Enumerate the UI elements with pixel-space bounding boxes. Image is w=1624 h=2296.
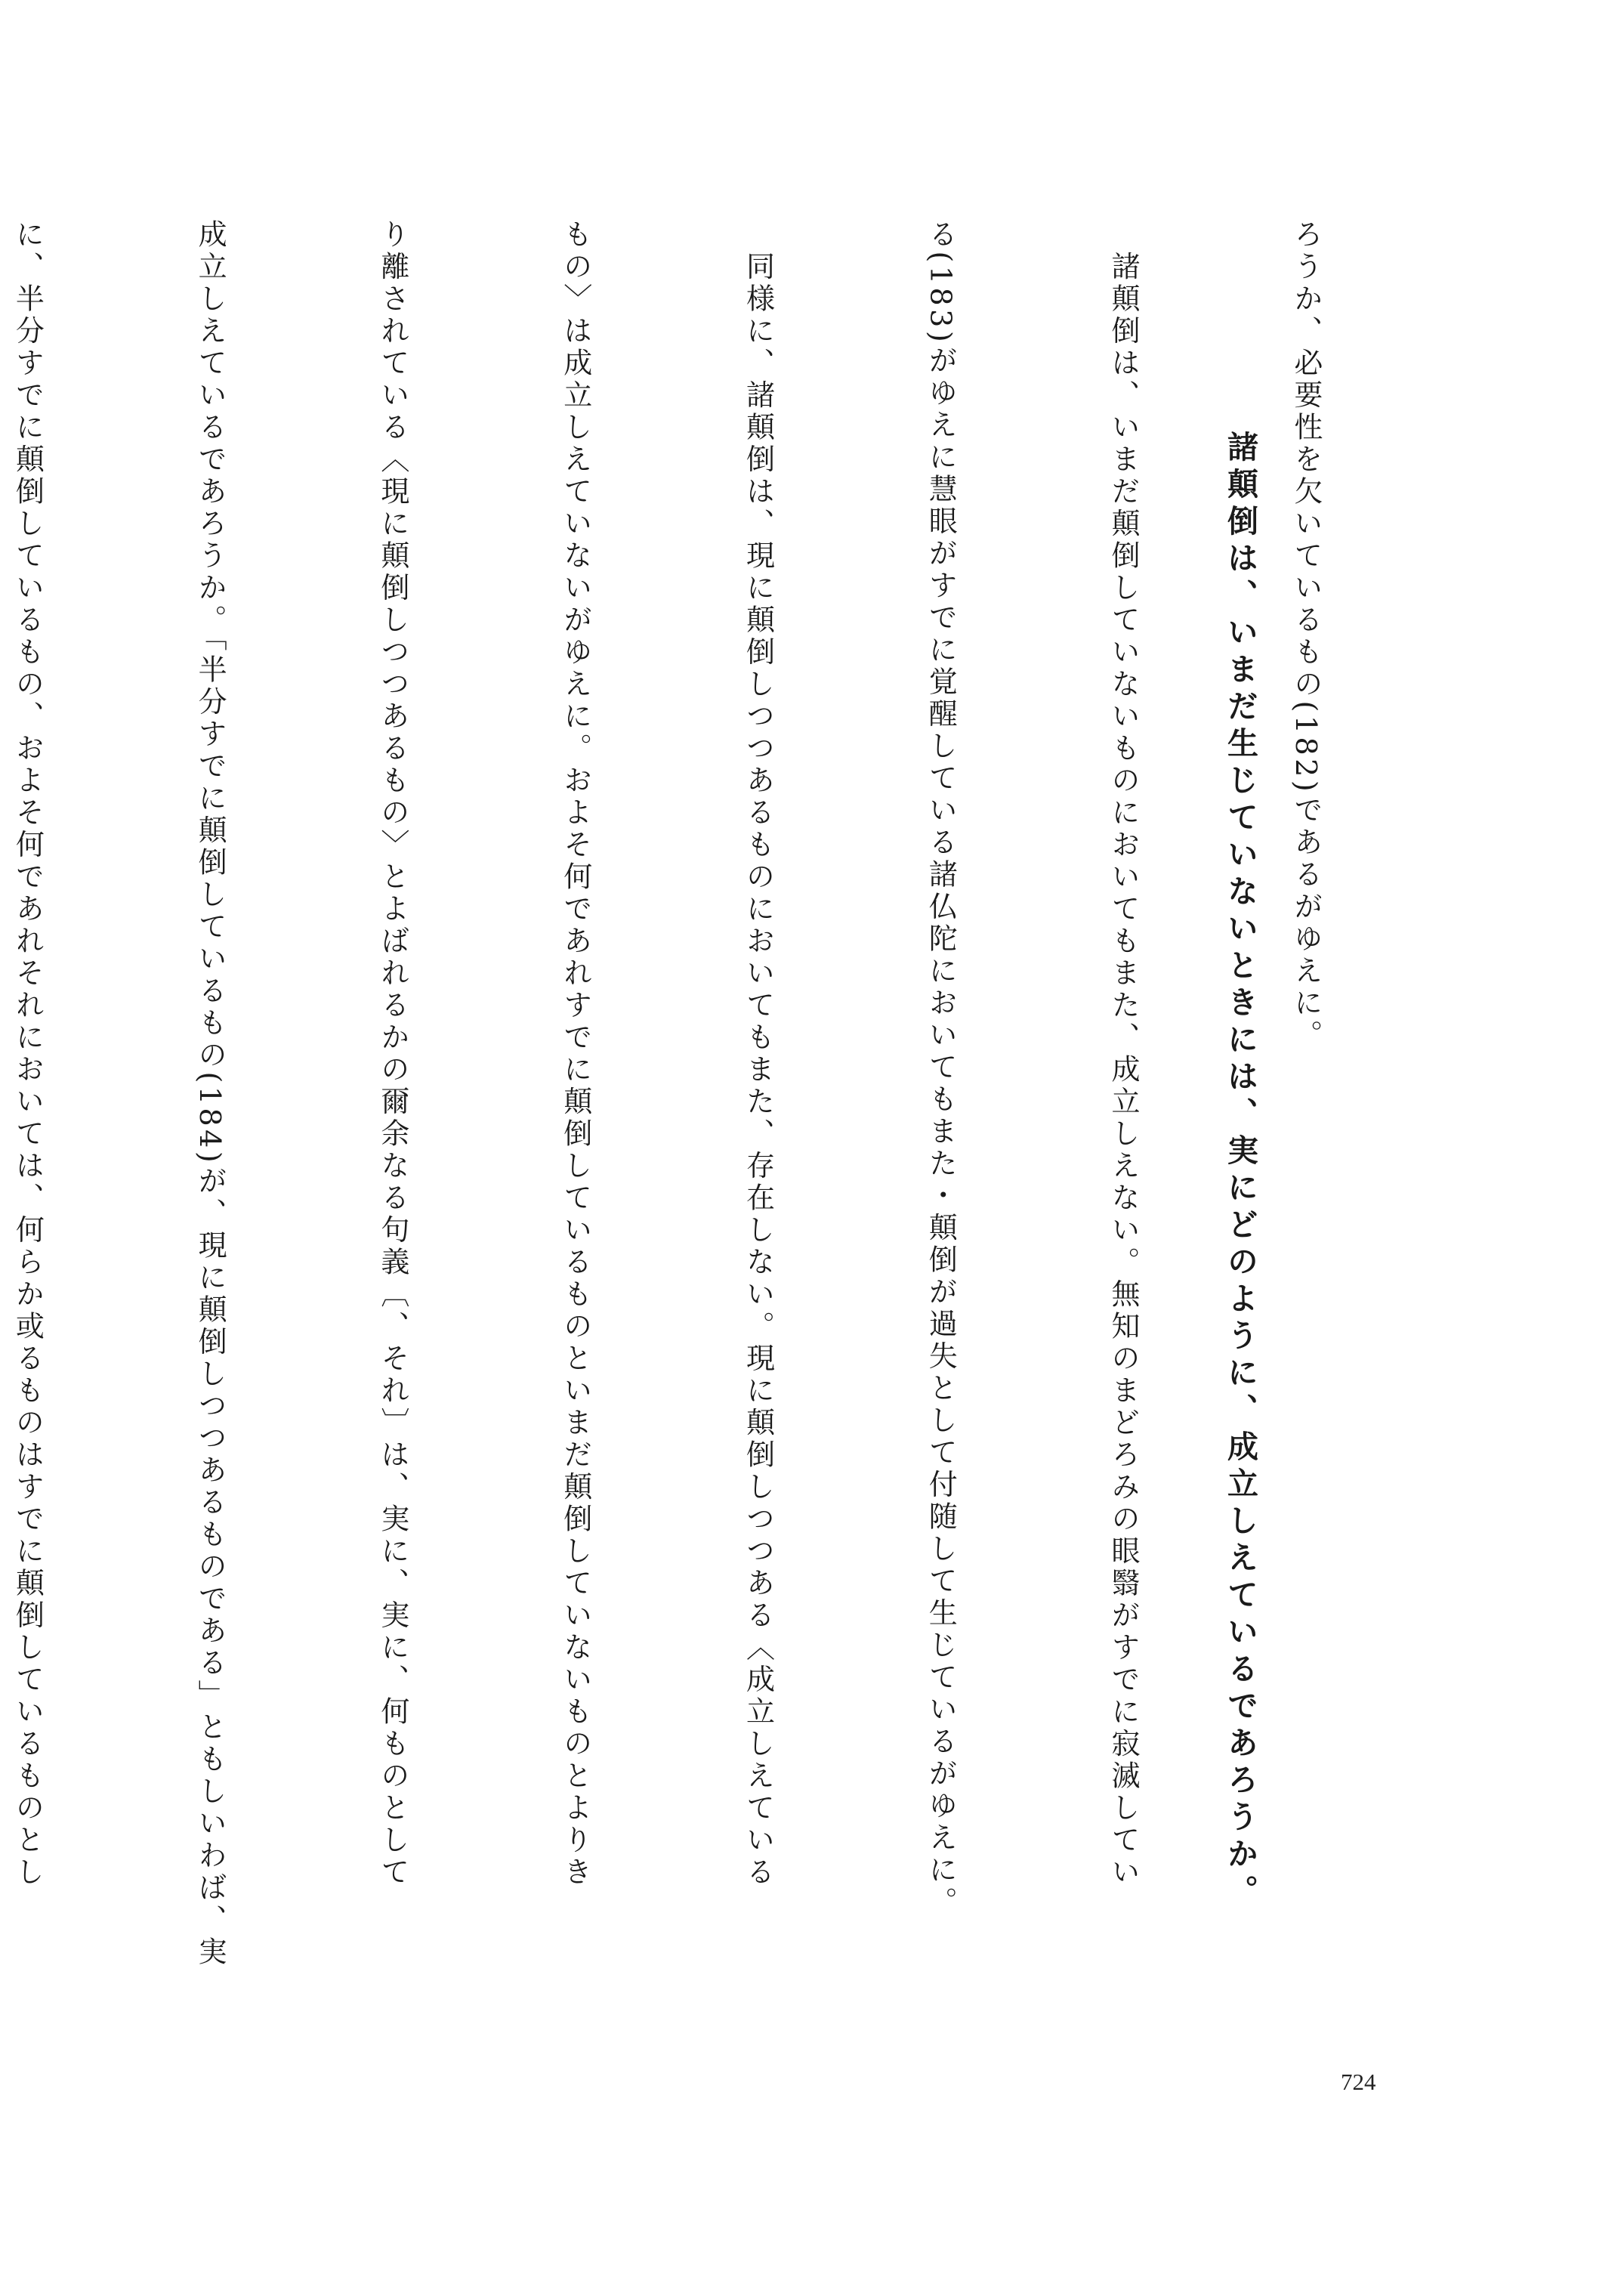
text-line-4: 同様に、諸顛倒は、現に顛倒しつつあるものにおいてもまた、存在しない。現に顛倒しつつある〈成立しえている	[741, 219, 775, 1889]
text-line-5: もの〉は成立しえていないがゆえに。およそ何であれすでに顛倒しているものといまだ顛倒していないものとよりき	[558, 219, 592, 1889]
text-line-7: 成立しえているであろうか。「半分すでに顛倒しているもの(184)が、現に顛倒しつつあるものである」ともしいわば、実	[193, 219, 227, 1969]
text-line-2: 諸顛倒は、いまだ顛倒していないものにおいてもまた、成立しえない。無知のまどろみの眼翳がすでに寂滅してい	[1107, 219, 1141, 1889]
page-number: 724	[1341, 2069, 1376, 2095]
text-line-1: ろうか、必要性を欠いているもの(182)であるがゆえに。	[1289, 219, 1323, 1052]
verse-heading: 諸顛倒は、いまだ生じていないときには、実にどのように、成立しえているであろうか。	[1222, 431, 1258, 1911]
text-line-6: り離されている〈現に顛倒しつつあるもの〉とよばれるかの爾余なる句義〔、それ〕は、実に、実に、何ものとして	[375, 219, 409, 1889]
text-line-8: に、半分すでに顛倒しているもの、およそ何であれそれにおいては、何らか或るものはすでに顛倒しているものとし	[11, 219, 45, 1889]
text-line-3: る(183)がゆえに慧眼がすでに覚醒している諸仏陀においてもまた・顛倒が過失として付随して生じているがゆえに。	[924, 219, 958, 1919]
